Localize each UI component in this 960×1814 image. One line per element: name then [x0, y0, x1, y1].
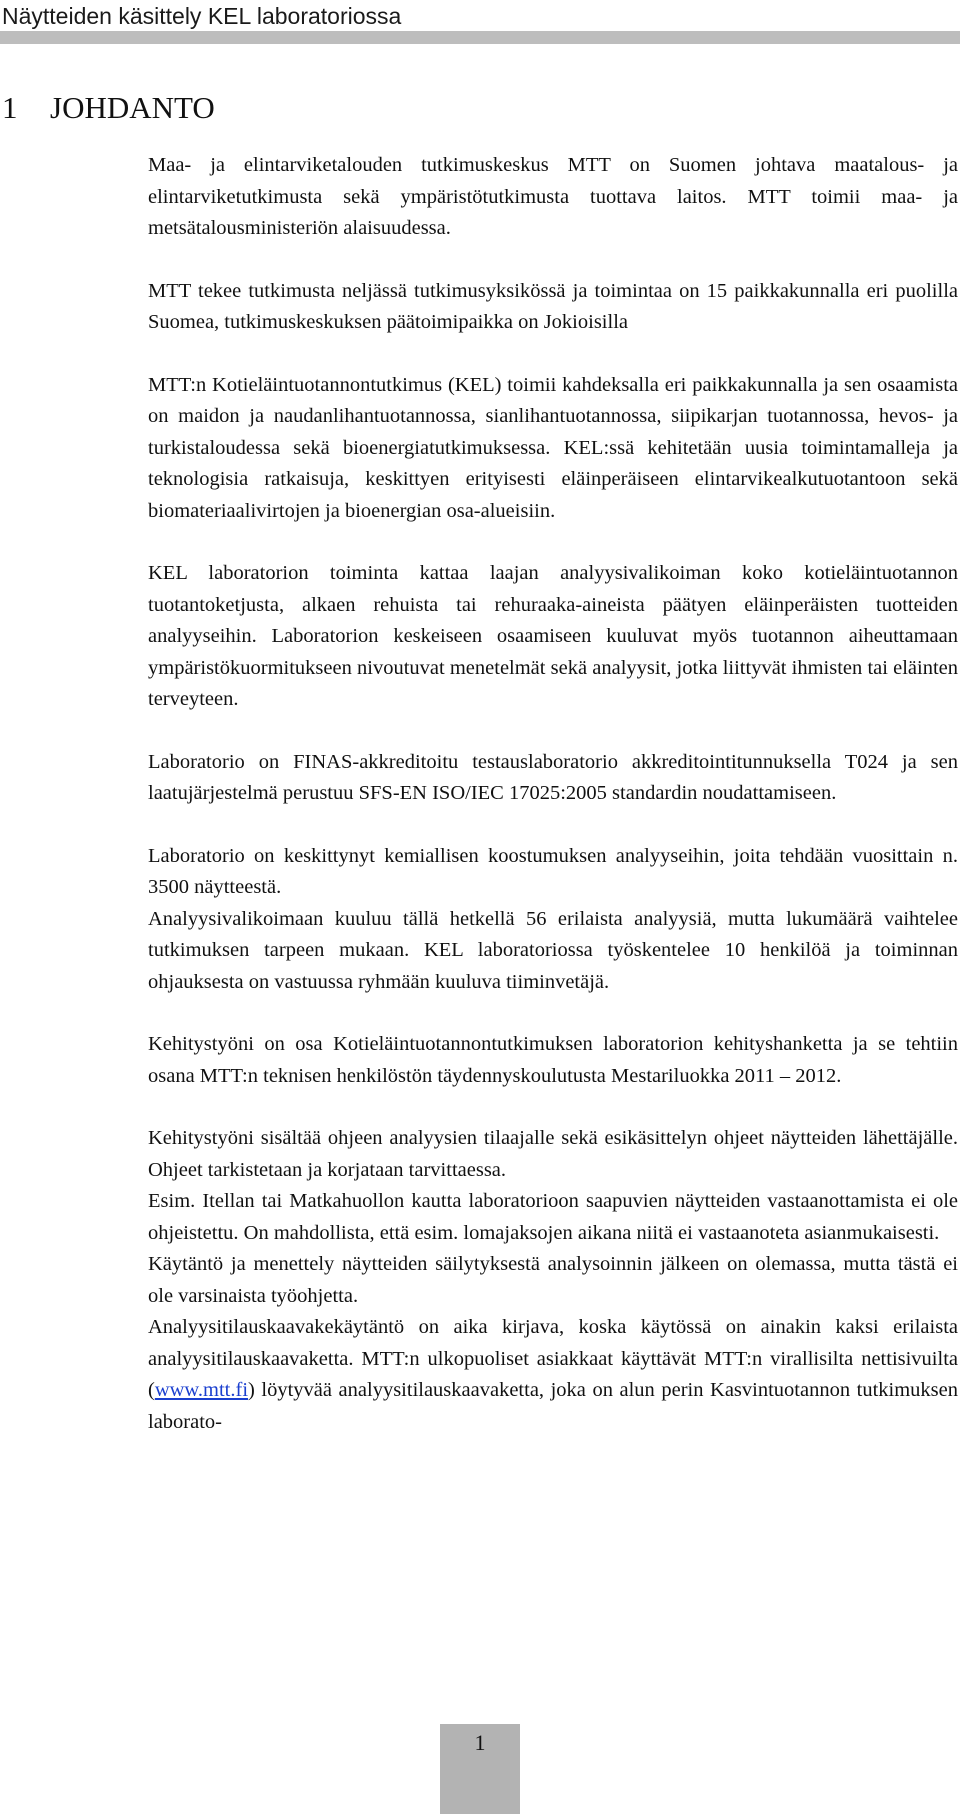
page-number-box [440, 1724, 520, 1814]
paragraph: Analyysivalikoimaan kuuluu tällä hetkellä 56 erilaista analyysiä, mutta lukumäärä vaihtelee tutkimuksen tarpeen mukaan. KEL laboratoriossa työskentelee 10 henkilöä ja toiminnan ohjauksesta on vastuussa ryhmään kuuluva tiiminvetäjä. [148, 907, 958, 993]
paragraph: MTT:n Kotieläintuotannontutkimus (KEL) toimii kahdeksalla eri paikkakunnalla ja sen osaamista on maidon ja naudanlihantuotannossa, sianlihantuotannossa, siipikarjan tuotannossa, hevos- ja turkistaloudessa sekä bioenergiatutkimuksessa. KEL:ssä kehitetään uusia toimintamalleja ja teknologisia ratkaisuja, keskittyen erityisesti eläinperäiseen elintarvikealkutuotantoon sekä biomateriaalivirtojen ja bioenergian osa-alueisiin. [148, 373, 958, 522]
header-rule [0, 31, 960, 44]
section-number: 1 [2, 90, 18, 125]
paragraph: Esim. Itellan tai Matkahuollon kautta laboratorioon saapuvien näytteiden vastaanottamista ei ole ohjeistettu. On mahdollista, että esim. lomajaksojen aikana niitä ei vastaanoteta asianmukaisesti. [148, 1190, 958, 1244]
section-heading [2, 90, 215, 126]
paragraph: Laboratorio on keskittynyt kemiallisen koostumuksen analyyseihin, joita tehdään vuosittain n. 3500 näytteestä. [148, 844, 958, 898]
body-text [148, 150, 958, 1438]
paragraph-text: ) löytyvää analyysitilauskaavaketta, joka on alun perin Kasvintuotannon tutkimuksen laborato- [148, 1379, 958, 1433]
page-number: 1 [474, 1730, 486, 1755]
paragraph: Maa- ja elintarviketalouden tutkimuskeskus MTT on Suomen johtava maatalous- ja elintarviketutkimusta sekä ympäristötutkimusta tuottava laitos. MTT toimii maa- ja metsätalousministeriön alaisuudessa. [148, 154, 958, 239]
paragraph [148, 1312, 958, 1438]
paragraph: Kehitystyöni on osa Kotieläintuotannontutkimuksen laboratorion kehityshanketta ja se tehtiin osana MTT:n teknisen henkilöstön täydennyskoulutusta Mestariluokka 2011 – 2012. [148, 1033, 958, 1087]
paragraph: Laboratorio on FINAS-akkreditoitu testauslaboratorio akkreditointitunnuksella T024 ja sen laatujärjestelmä perustuu SFS-EN ISO/IEC 17025:2005 standardin noudattamiseen. [148, 750, 958, 804]
paragraph: KEL laboratorion toiminta kattaa laajan analyysivalikoiman koko kotieläintuotannon tuotantoketjusta, alkaen rehuista tai rehuraaka-aineista päätyen eläinperäisten tuotteiden analyyseihin. Laboratorion keskeiseen osaamiseen kuuluvat myös tuotannon aiheuttamaan ympäristökuormitukseen nivoutuvat menetelmät sekä analyysit, jotka liittyvät ihmisten tai eläinten terveyteen. [148, 562, 958, 710]
paragraph: Käytäntö ja menettely näytteiden säilytyksestä analysoinnin jälkeen on olemassa, mutta tästä ei ole varsinaista työohjetta. [148, 1253, 958, 1307]
paragraph: Kehitystyöni sisältää ohjeen analyysien tilaajalle sekä esikäsittelyn ohjeet näytteiden lähettäjälle. Ohjeet tarkistetaan ja korjataan tarvittaessa. [148, 1127, 958, 1181]
paragraph: MTT tekee tutkimusta neljässä tutkimusyksikössä ja toimintaa on 15 paikkakunnalla eri puolilla Suomea, tutkimuskeskuksen päätoimipaikka on Jokioisilla [148, 279, 958, 333]
header-title: Näytteiden käsittely KEL laboratoriossa [2, 3, 402, 29]
mtt-website-link[interactable]: www.mtt.fi [154, 1379, 249, 1401]
paragraph-text: Analyysitilauskaavakekäytäntö on aika kirjava, koska käytössä on ainakin kaksi erilaista analyysitilauskaavaketta. MTT:n ulkopuoliset asiakkaat käyttävät MTT:n virallisilta nettisivuilta ( [148, 1316, 958, 1401]
section-title: JOHDANTO [50, 90, 215, 125]
running-header [0, 0, 960, 44]
